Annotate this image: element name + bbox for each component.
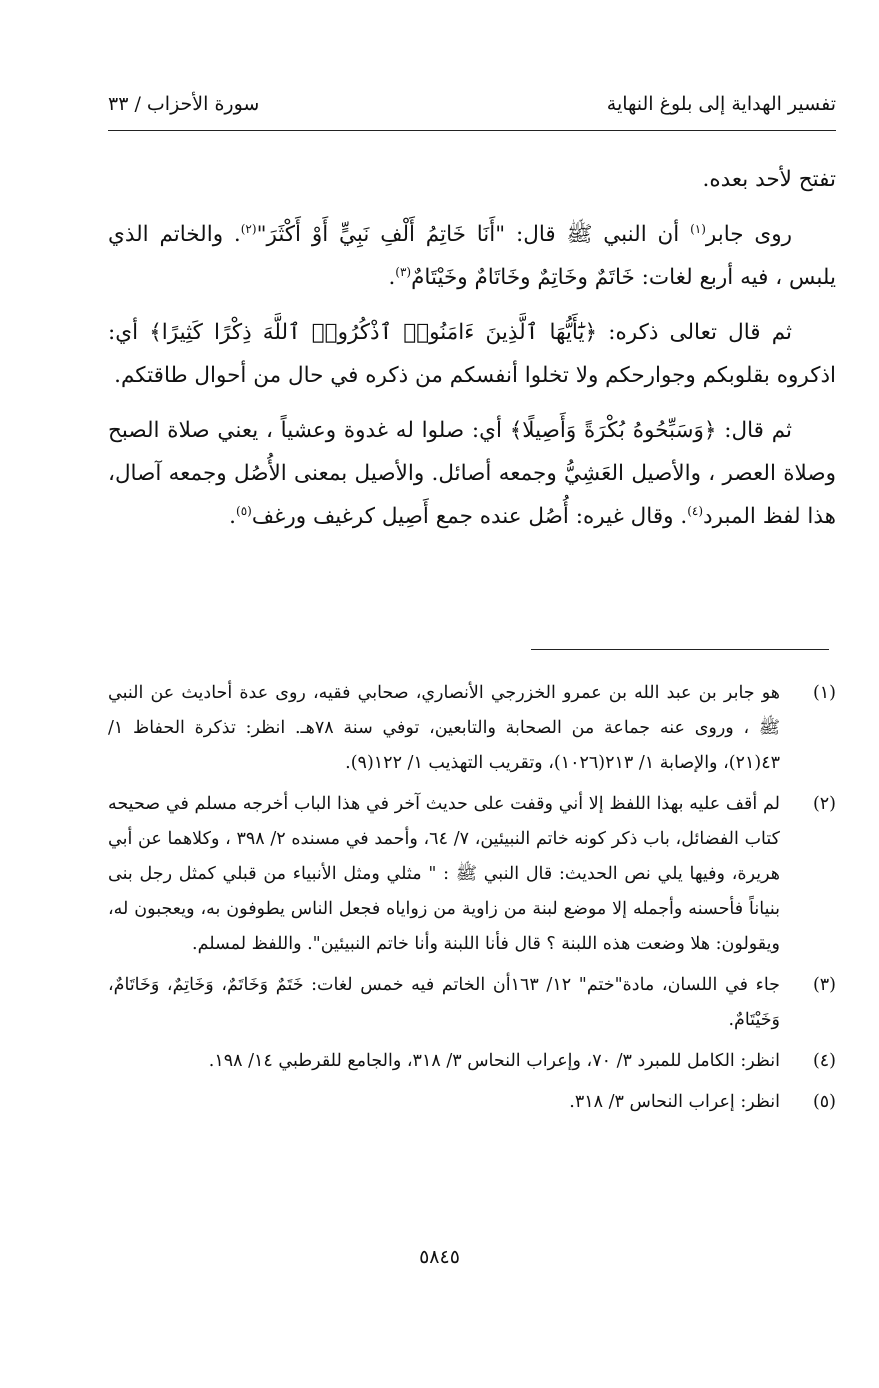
paragraph-2 [108,213,836,299]
surah-title: سورة الأحزاب / ٣٣ [108,93,260,115]
page-header [108,85,836,125]
footnote-text: لم أقف عليه بهذا اللفظ إلا أني وقفت على حديث آخر في هذا الباب أخرجه مسلم في صحيحه كتاب الفضائل، باب ذكر كونه خاتم النبيئين، ٧/ ٦٤، وأحمد في مسنده ٢/ ٣٩٨ ، وكلاهما عن أبي هريرة، وفيها يلي نص الحديث: قال النبي ﷺ : " مثلي ومثل الأنبياء من قبلي كمثل رجل بنى بنياناً فأحسنه وأجمله إلا موضع لبنة من زاوية من زواياه فجعل الناس يطوفون به، ويعجبون له، ويقولون: هلا وضعت هذه اللبنة ؟ قال فأنا اللبنة وأنا خاتم النبيئين". واللفظ لمسلم. [108,794,780,954]
footnote-4 [108,1044,836,1079]
paragraph-2-part-c: . والخاتم الذي يلبس ، فيه أربع لغات: خَاتَمٌ وخَاتِمٌ وخَاتَامٌ وخَيْتَامٌ [108,222,836,290]
footnote-ref-3: (٣) [395,264,412,279]
footnote-text: جاء في اللسان، مادة"ختم" ١٢/ ١٦٣أن الخاتم فيه خمس لغات: خَتَمٌ وَخَاتَمٌ، وَخَاتِمٌ، وَخَاتَامٌ، وَخَيْتَامٌ. [108,975,780,1030]
footnote-3 [108,968,836,1038]
paragraph-2-part-b: أن النبي ﷺ قال: "أَنَا خَاتِمُ أَلْفِ نَبِيٍّ أَوْ أَكْثَرَ" [256,222,691,247]
footnote-number: (٥) [812,1092,836,1112]
footnotes [108,676,836,1126]
footnote-number: (١) [812,683,836,703]
paragraph-4 [108,409,836,538]
paragraph-2-part-a: روى جابر [705,222,792,247]
footnote-number: (٣) [812,975,836,995]
footnote-5 [108,1085,836,1120]
paragraph-1: تفتح لأحد بعده. [702,167,836,192]
main-text [108,158,836,550]
footnote-2 [108,787,836,962]
running-title: تفسير الهداية إلى بلوغ النهاية [606,93,836,115]
footnote-separator [531,649,829,650]
paragraph-4-part-c: . [229,504,237,529]
header-rule [108,130,836,131]
footnote-number: (٢) [812,794,836,814]
paragraph-4-part-b: . وقال غيره: أُصُل عنده جمع أَصِيل كرغيف ورغف [251,504,688,529]
paragraph-2-part-d: . [388,265,396,290]
footnote-text: انظر: إعراب النحاس ٣/ ٣١٨. [569,1092,780,1112]
page-number: ٥٨٤٥ [419,1246,460,1268]
footnote-number: (٤) [812,1051,836,1071]
footnote-ref-1: (١) [690,221,706,236]
footnote-ref-2: (٢) [240,221,257,236]
footnote-ref-4: (٤) [687,503,704,518]
footnote-ref-5: (٥) [236,503,252,518]
paragraph-4-part-a: ثم قال: ﴿وَسَبِّحُوهُ بُكْرَةً وَأَصِيلًا﴾ أي: صلوا له غدوة وعشياً ، يعني صلاة الصبح وصلاة العصر ، والأصيل العَشِيُّ وجمعه أصائل. والأصيل بمعنى الأُصُل وجمعه آصال، هذا لفظ المبرد [108,418,836,529]
footnote-text: انظر: الكامل للمبرد ٣/ ٧٠، وإعراب النحاس ٣/ ٣١٨، والجامع للقرطبي ١٤/ ١٩٨. [208,1051,780,1071]
footnote-1 [108,676,836,781]
footnote-text: هو جابر بن عبد الله بن عمرو الخزرجي الأنصاري، صحابي فقيه، روى عدة أحاديث عن النبي ﷺ ، وروى عنه جماعة من الصحابة والتابعين، توفي سنة ٧٨هـ. انظر: تذكرة الحفاظ ١/ ٤٣(٢١)، والإصابة ١/ ٢١٣(١٠٢٦)، وتقريب التهذيب ١/ ١٢٢(٩). [108,683,780,773]
paragraph-3: ثم قال تعالى ذكره: ﴿يَٰٓأَيُّهَا ٱلَّذِينَ ءَامَنُوا۟ ٱذْكُرُوا۟ ٱللَّهَ ذِكْرًا كَثِيرًا﴾ أي: اذكروه بقلوبكم وجوارحكم ولا تخلوا أنفسكم من ذكره في حال من أحوال طاقتكم. [108,320,836,388]
